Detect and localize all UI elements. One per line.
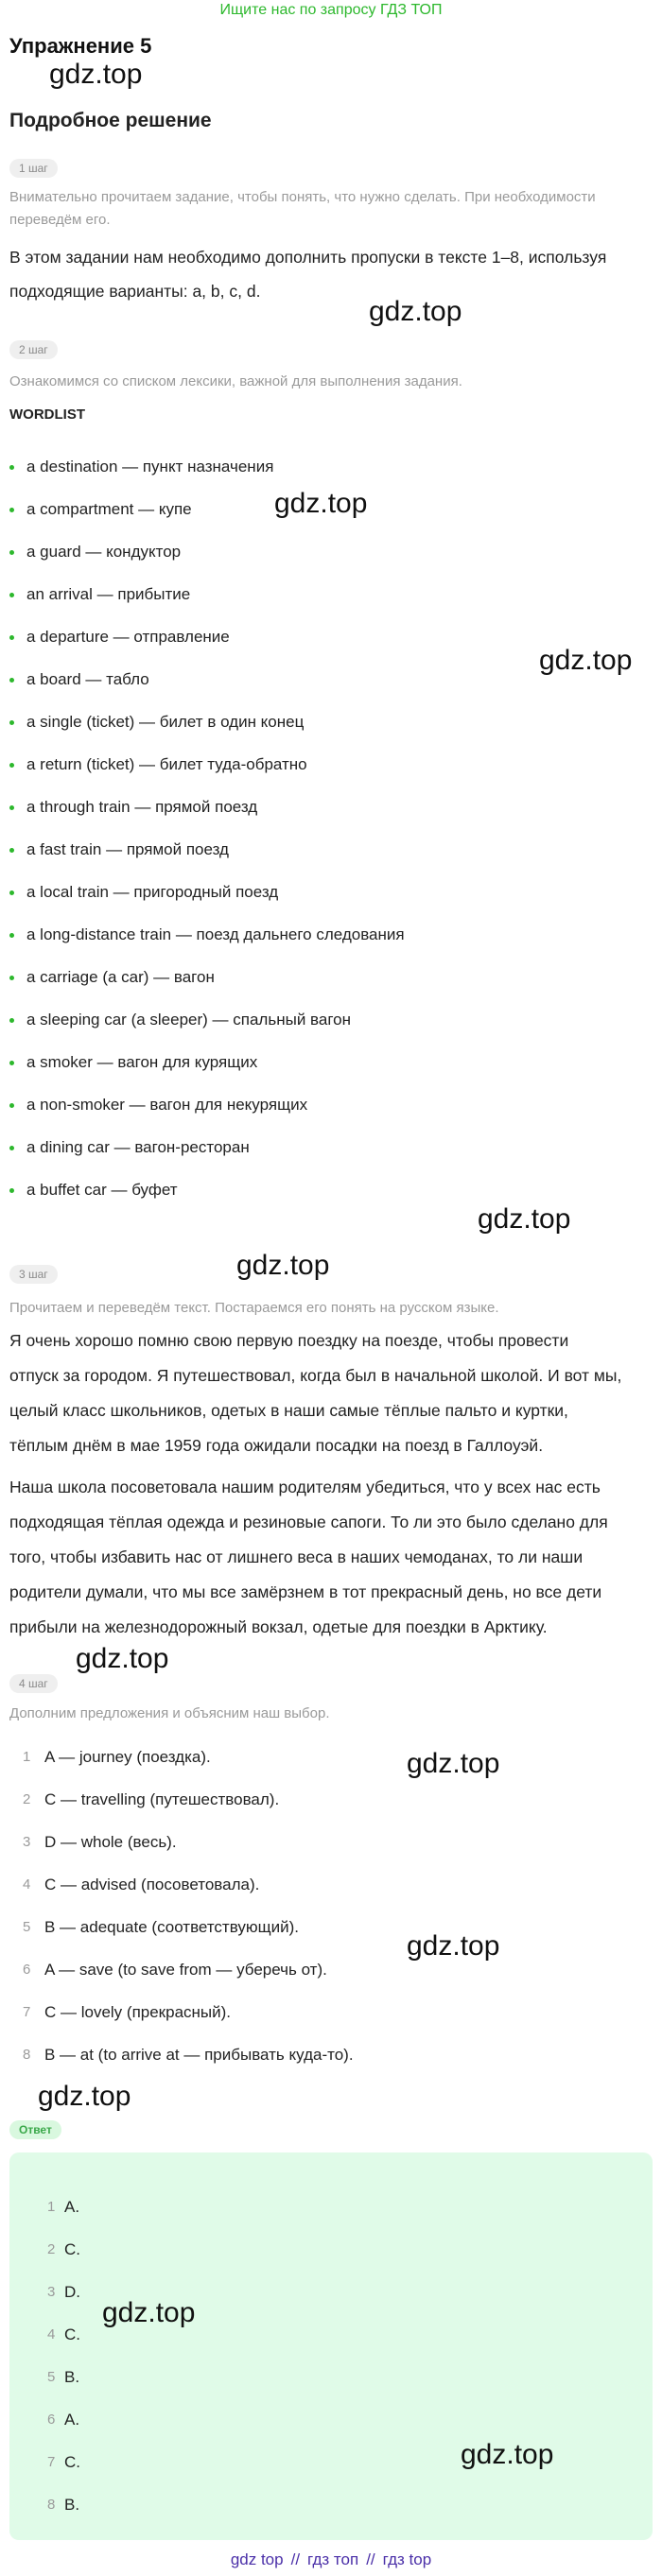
answer-box bbox=[9, 2152, 653, 2540]
step-1-label: 1 шаг bbox=[9, 159, 58, 178]
solution-item: A — save (to save from — уберечь от). bbox=[44, 1961, 327, 1979]
list-item: a return (ticket) — билет туда-обратно bbox=[26, 754, 307, 775]
answer-item: C. bbox=[64, 2453, 80, 2471]
page-title: Упражнение 5 bbox=[9, 34, 152, 58]
bullet-icon bbox=[9, 550, 14, 555]
step-3-hint: Прочитаем и переведём текст. Постараемся его понять на русском языке. bbox=[9, 1300, 499, 1316]
solution-item: C — advised (посоветовала). bbox=[44, 1876, 260, 1893]
list-item: a smoker — вагон для курящих bbox=[26, 1052, 257, 1073]
answer-item: B. bbox=[64, 2496, 80, 2514]
section-title: Подробное решение bbox=[9, 110, 212, 131]
step-4-label: 4 шаг bbox=[9, 1674, 58, 1693]
item-number: 3 bbox=[23, 1834, 31, 1850]
step-2-label: 2 шаг bbox=[9, 340, 58, 359]
wordlist-title: WORDLIST bbox=[9, 406, 85, 423]
solution-item: B — adequate (соответствующий). bbox=[44, 1918, 299, 1936]
bullet-icon bbox=[9, 1188, 14, 1193]
list-item: an arrival — прибытие bbox=[26, 584, 190, 605]
list-item: a sleeping car (a sleeper) — спальный вагон bbox=[26, 1010, 351, 1030]
bullet-icon bbox=[9, 1018, 14, 1023]
bullet-icon bbox=[9, 465, 14, 470]
item-number: 1 bbox=[47, 2199, 56, 2215]
item-number: 2 bbox=[23, 1791, 31, 1807]
bullet-icon bbox=[9, 1103, 14, 1108]
watermark: gdz.top bbox=[539, 645, 633, 676]
list-item: a destination — пункт назначения bbox=[26, 457, 273, 477]
item-number: 6 bbox=[23, 1962, 31, 1978]
list-item: a buffet car — буфет bbox=[26, 1180, 178, 1201]
list-item: a single (ticket) — билет в один конец bbox=[26, 712, 304, 733]
list-item: a compartment — купе bbox=[26, 499, 192, 520]
step-4-badge bbox=[9, 1674, 58, 1693]
bullet-icon bbox=[9, 720, 14, 725]
footer-separator: // bbox=[366, 2550, 375, 2568]
step-3-badge bbox=[9, 1265, 58, 1284]
answer-item: A. bbox=[64, 2411, 80, 2429]
list-item: a dining car — вагон-ресторан bbox=[26, 1137, 250, 1158]
watermark: gdz.top bbox=[76, 1643, 169, 1674]
watermark: gdz.top bbox=[369, 296, 462, 327]
watermark: gdz.top bbox=[274, 488, 368, 519]
list-item: a non-smoker — вагон для некурящих bbox=[26, 1095, 307, 1115]
list-item: a departure — отправление bbox=[26, 627, 230, 648]
watermark: gdz.top bbox=[102, 2297, 196, 2328]
bullet-icon bbox=[9, 1061, 14, 1065]
watermark: gdz.top bbox=[407, 1930, 500, 1962]
list-item: a long-distance train — поезд дальнего следования bbox=[26, 925, 405, 945]
item-number: 5 bbox=[23, 1919, 31, 1935]
answer-label: Ответ bbox=[9, 2120, 61, 2139]
item-number: 7 bbox=[23, 2004, 31, 2020]
list-item: a guard — кондуктор bbox=[26, 542, 181, 562]
footer-links bbox=[0, 2550, 662, 2569]
solution-item: A — journey (поездка). bbox=[44, 1748, 211, 1766]
search-banner: Ищите нас по запросу ГДЗ ТОП bbox=[219, 2, 443, 18]
item-number: 4 bbox=[23, 1876, 31, 1893]
step-2-hint: Ознакомимся со списком лексики, важной для выполнения задания. bbox=[9, 373, 462, 389]
answer-badge bbox=[9, 2120, 61, 2139]
answer-item: C. bbox=[64, 2240, 80, 2258]
solution-item: C — lovely (прекрасный). bbox=[44, 2003, 232, 2021]
watermark: gdz.top bbox=[407, 1748, 500, 1779]
list-item: a local train — пригородный поезд bbox=[26, 882, 278, 903]
item-number: 8 bbox=[47, 2497, 56, 2513]
item-number: 7 bbox=[47, 2454, 56, 2470]
bullet-icon bbox=[9, 805, 14, 810]
item-number: 4 bbox=[47, 2326, 56, 2343]
watermark: gdz.top bbox=[49, 59, 143, 90]
footer-link[interactable]: gdz top bbox=[230, 2550, 284, 2568]
item-number: 5 bbox=[47, 2369, 56, 2385]
translation-paragraph-1: Я очень хорошо помню свою первую поездку на поезде, чтобы провести отпуск за городом. Я путешествовал, когда был в начальной школой. И вот мы, целый класс школьников, одетых в наши самые тёплые пальто и куртки, тёплым днём в мае 1959 года ожидали посадки на поезд в Галлоуэй. bbox=[9, 1331, 622, 1455]
watermark: gdz.top bbox=[236, 1250, 330, 1281]
item-number: 3 bbox=[47, 2284, 56, 2300]
solution-item: B — at (to arrive at — прибывать куда-то). bbox=[44, 2046, 354, 2064]
footer-link[interactable]: гдз топ bbox=[307, 2550, 359, 2568]
step-4-hint: Дополним предложения и объясним наш выбор. bbox=[9, 1705, 330, 1721]
step-3-label: 3 шаг bbox=[9, 1265, 58, 1284]
answer-item: D. bbox=[64, 2283, 80, 2301]
list-item: a board — табло bbox=[26, 669, 149, 690]
item-number: 1 bbox=[23, 1749, 31, 1765]
solution-item: C — travelling (путешествовал). bbox=[44, 1790, 280, 1808]
item-number: 2 bbox=[47, 2241, 56, 2257]
bullet-icon bbox=[9, 763, 14, 768]
list-item: a fast train — прямой поезд bbox=[26, 839, 229, 860]
translation-paragraph-2: Наша школа посоветовала нашим родителям убедиться, что у всех нас есть подходящая тёплая одежда и резиновые сапоги. То ли это было сделано для того, чтобы избавить нас от лишнего веса в наших чемоданах, то ли наши родители думали, что мы все замёрзнем в тот прекрасный день, но все дети прибыли на железнодорожный вокзал, одетые для поездки в Арктику. bbox=[9, 1478, 608, 1636]
solution-item: D — whole (весь). bbox=[44, 1833, 177, 1851]
item-number: 8 bbox=[23, 2047, 31, 2063]
step-1-hint: Внимательно прочитаем задание, чтобы понять, что нужно сделать. При необходимости переведём его. bbox=[9, 189, 596, 228]
bullet-icon bbox=[9, 593, 14, 597]
bullet-icon bbox=[9, 1146, 14, 1150]
bullet-icon bbox=[9, 678, 14, 683]
bullet-icon bbox=[9, 890, 14, 895]
answer-item: A. bbox=[64, 2198, 80, 2216]
bullet-icon bbox=[9, 848, 14, 853]
step-1-text-line-2: подходящие варианты: a, b, c, d. bbox=[9, 282, 261, 301]
answer-item: C. bbox=[64, 2325, 80, 2343]
list-item: a carriage (a car) — вагон bbox=[26, 967, 215, 988]
list-item: a through train — прямой поезд bbox=[26, 797, 257, 818]
step-1-text-line-1: В этом задании нам необходимо дополнить пропуски в тексте 1–8, используя bbox=[9, 248, 607, 267]
footer-link[interactable]: гдз top bbox=[382, 2550, 432, 2568]
watermark: gdz.top bbox=[38, 2081, 131, 2112]
bullet-icon bbox=[9, 976, 14, 980]
bullet-icon bbox=[9, 933, 14, 938]
step-1-badge bbox=[9, 159, 58, 178]
item-number: 6 bbox=[47, 2412, 56, 2428]
bullet-icon bbox=[9, 635, 14, 640]
watermark: gdz.top bbox=[478, 1203, 571, 1235]
step-2-badge bbox=[9, 340, 58, 359]
watermark: gdz.top bbox=[461, 2439, 554, 2470]
bullet-icon bbox=[9, 508, 14, 512]
answer-item: B. bbox=[64, 2368, 80, 2386]
footer-separator: // bbox=[290, 2550, 301, 2568]
